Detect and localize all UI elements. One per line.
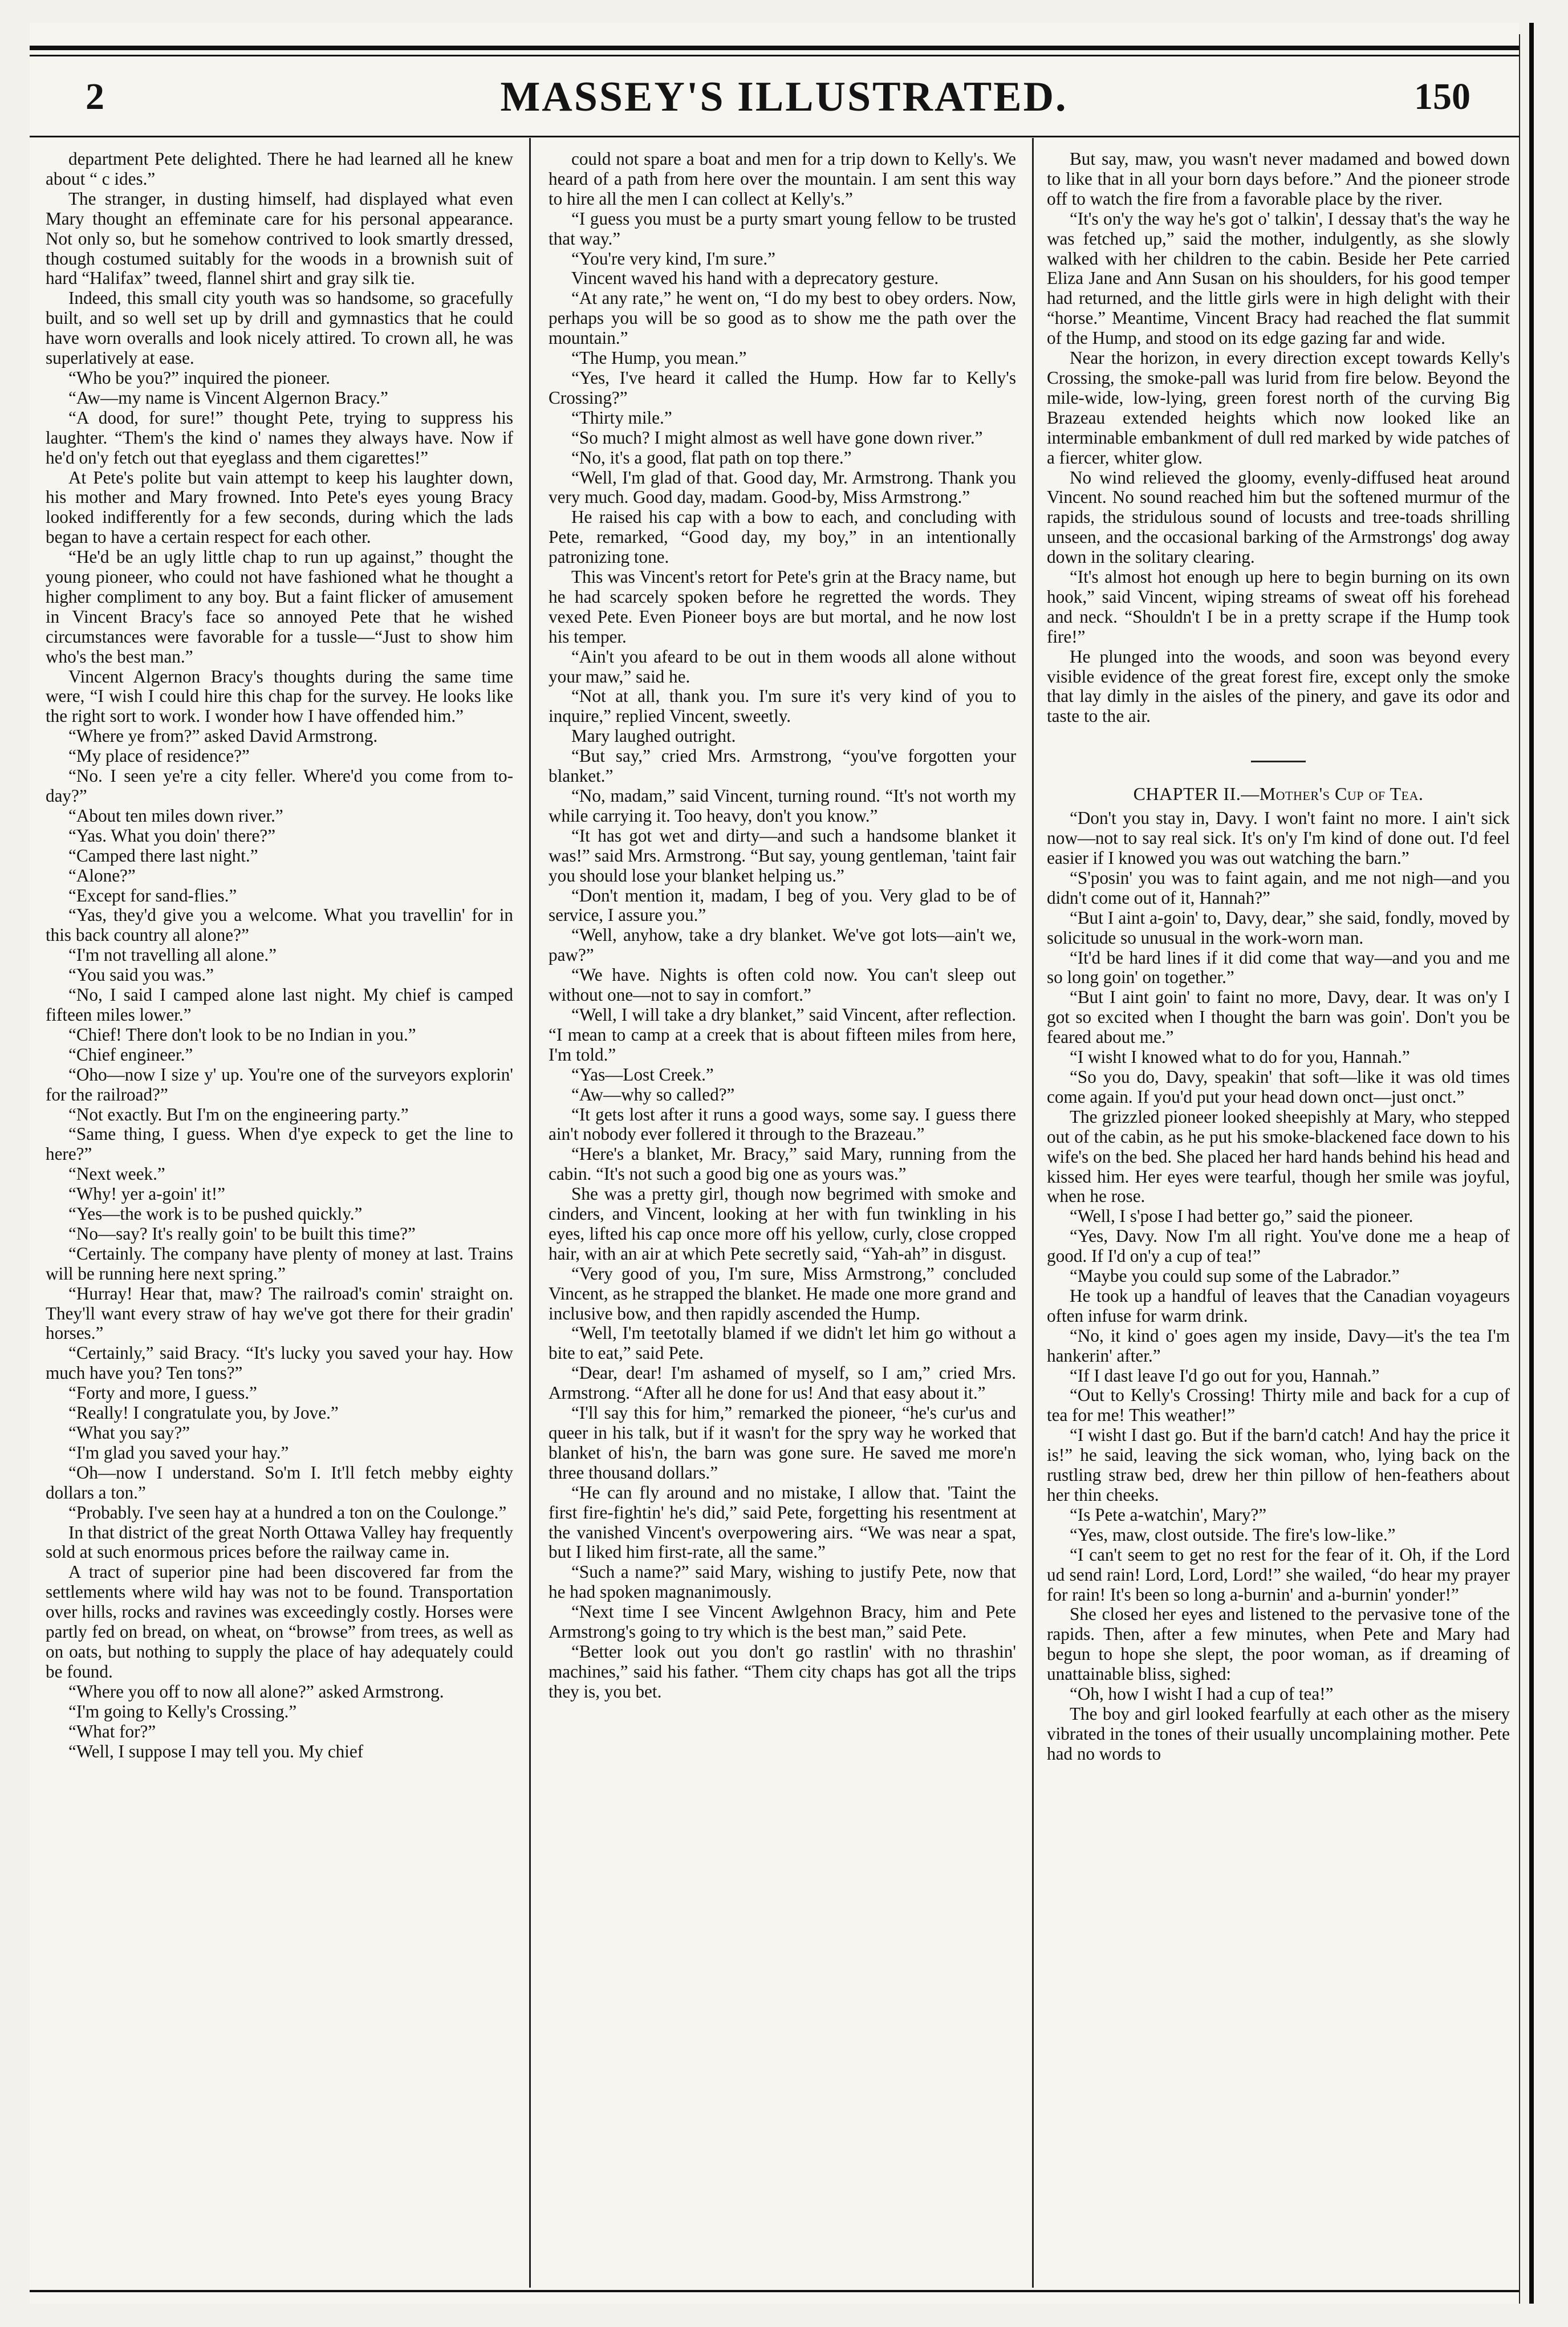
paragraph: “Maybe you could sup some of the Labrador.” bbox=[1070, 1266, 1400, 1286]
paragraph: “Very good of you, I'm sure, Miss Armstrong,” concluded Vincent, as he strapped the blanket. He made one more grand and inclusive bow, and then rapidly ascended the Hump. bbox=[549, 1263, 1016, 1323]
paragraph: “Don't mention it, madam, I beg of you. Very glad to be of service, I assure you.” bbox=[549, 885, 1016, 925]
paragraph: “Why! yer a-goin' it!” bbox=[68, 1184, 225, 1204]
paragraph: Mary laughed outright. bbox=[571, 726, 736, 746]
paragraph: No wind relieved the gloomy, evenly-diffused heat around Vincent. No sound reached him but the softened murmur of the rapids, the stridulous sound of locusts and tree-toads shrilling unseen, and the occasional barking of the Armstrongs' dog away down in the solitary clearing. bbox=[1047, 467, 1510, 567]
paragraph: “Alone?” bbox=[68, 865, 136, 886]
page-edge-bar bbox=[1529, 23, 1534, 2304]
paragraph: But say, maw, you wasn't never madamed and bowed down to like that in all your born days before.” And the pioneer strode off to watch the fire from a favorable place by the river. bbox=[1047, 149, 1510, 209]
paragraph: “Not exactly. But I'm on the engineering party.” bbox=[68, 1104, 409, 1124]
paragraph: “Yes, maw, clost outside. The fire's low-like.” bbox=[1070, 1524, 1396, 1545]
paragraph: “But I aint goin' to faint no more, Davy, dear. It was on'y I got so excited when I thought the barn was goin'. Don't you be feared about me.” bbox=[1047, 987, 1510, 1047]
paragraph: “Where you off to now all alone?” asked Armstrong. bbox=[68, 1681, 444, 1701]
paragraph: “A dood, for sure!” thought Pete, trying to suppress his laughter. “Them's the kind o' names they always have. Now if he'd on'y fetch out that eyeglass and them cigarettes!” bbox=[46, 407, 513, 468]
paragraph: He plunged into the woods, and soon was beyond every visible evidence of the great forest fire, except only the smoke that lay dimly in the aisles of the pinery, and gave its odor and taste to the air. bbox=[1047, 646, 1510, 726]
paragraph: “Same thing, I guess. When d'ye expeck to get the line to here?” bbox=[46, 1124, 513, 1164]
paragraph: “Yes, Davy. Now I'm all right. You've done me a heap of good. If I'd on'y a cup of tea!” bbox=[1047, 1226, 1510, 1266]
paragraph: “But I aint a-goin' to, Davy, dear,” she said, fondly, moved by solicitude so unusual in the work-worn man. bbox=[1047, 907, 1510, 948]
paragraph: “We have. Nights is often cold now. You can't sleep out without one—not to say in comfort.” bbox=[549, 965, 1016, 1005]
paragraph: “Yas, they'd give you a welcome. What you travellin' for in this back country all alone?” bbox=[46, 905, 513, 945]
paragraph: “No, it's a good, flat path on top there.” bbox=[571, 447, 852, 468]
paragraph: “Well, I will take a dry blanket,” said Vincent, after reflection. “I mean to camp at a creek that is about fifteen miles from here, I'm told.” bbox=[549, 1004, 1016, 1065]
paragraph: “If I dast leave I'd go out for you, Hannah.” bbox=[1070, 1365, 1380, 1386]
header-bottom-rule bbox=[30, 136, 1519, 137]
page-edge-line bbox=[1519, 34, 1520, 2304]
paragraph: “No. I seen ye're a city feller. Where'd you come from to-day?” bbox=[46, 766, 513, 806]
paragraph: “You're very kind, I'm sure.” bbox=[571, 248, 775, 269]
paragraph: Vincent waved his hand with a deprecatory gesture. bbox=[571, 268, 939, 289]
paragraph: “Chief engineer.” bbox=[68, 1044, 193, 1065]
paragraph: “Well, I suppose I may tell you. My chief bbox=[68, 1741, 364, 1761]
paragraph: “Hurray! Hear that, maw? The railroad's comin' straight on. They'll want every straw of hay we've got there for their gradin' horses.” bbox=[46, 1283, 513, 1343]
page-bottom-rule bbox=[30, 2290, 1519, 2292]
paragraph: He took up a handful of leaves that the Canadian voyageurs often infuse for warm drink. bbox=[1047, 1285, 1510, 1326]
paragraph: “It's almost hot enough up here to begin burning on its own hook,” said Vincent, wiping streams of sweat off his forehead and neck. “Shouldn't I be in a pretty scrape if the Hump took fire!” bbox=[1047, 567, 1510, 647]
paragraph: The boy and girl looked fearfully at each other as the misery vibrated in the tones of their usually uncomplaining mother. Pete had no words to bbox=[1047, 1703, 1510, 1764]
chapter-heading bbox=[1047, 784, 1510, 804]
paragraph: This was Vincent's retort for Pete's grin at the Bracy name, but he had scarcely spoken before he regretted the words. They vexed Pete. Even Pioneer boys are but mortal, and he now lost his temper. bbox=[549, 567, 1016, 647]
chapter-separator-rule bbox=[1251, 761, 1306, 762]
column-divider bbox=[1032, 138, 1034, 2288]
paragraph: “So you do, Davy, speakin' that soft—like it was old times come again. If you'd put your head down onct—just onct.” bbox=[1047, 1066, 1510, 1107]
paragraph: “Certainly. The company have plenty of money at last. Trains will be running here next spring.” bbox=[46, 1243, 513, 1284]
header-top-thin-rule bbox=[30, 55, 1519, 56]
paragraph: “It'd be hard lines if it did come that way—and you and me so long goin' on together.” bbox=[1047, 947, 1510, 988]
paragraph: “It's on'y the way he's got o' talkin', I dessay that's the way he was fetched up,” said the mother, indulgently, as she slowly walked with her children to the cabin. Beside her Pete carried Eliza Jane and Ann Susan on his shoulders, for his good temper had returned, and the little girls were in high delight with their “horse.” Meantime, Vincent Bracy had reached the flat summit of the Hump, and stood on its edge gazing far and wide. bbox=[1047, 208, 1510, 348]
paragraph: “Camped there last night.” bbox=[68, 845, 258, 866]
paragraph: “Out to Kelly's Crossing! Thirty mile and back for a cup of tea for me! This weather!” bbox=[1047, 1385, 1510, 1426]
paragraph: “Yas. What you doin' there?” bbox=[68, 825, 276, 846]
paragraph: “Well, I'm teetotally blamed if we didn't let him go without a bite to eat,” said Pete. bbox=[549, 1323, 1016, 1363]
paragraph: “Forty and more, I guess.” bbox=[68, 1383, 257, 1403]
paragraph: “Probably. I've seen hay at a hundred a ton on the Coulonge.” bbox=[68, 1502, 507, 1522]
paragraph: “So much? I might almost as well have gone down river.” bbox=[571, 427, 983, 448]
paragraph: “Chief! There don't look to be no Indian in you.” bbox=[68, 1024, 416, 1045]
paragraph: “No—say? It's really goin' to be built this time?” bbox=[68, 1223, 416, 1244]
paragraph: She was a pretty girl, though now begrimed with smoke and cinders, and Vincent, looking at her with fun twinkling in his eyes, lifted his cap once more off his yellow, curly, close cropped hair, with an air at which Pete secretly said, “Yah-ah” in disgust. bbox=[549, 1184, 1016, 1264]
paragraph: She closed her eyes and listened to the pervasive tone of the rapids. Then, after a few minutes, when Pete and Mary had begun to hope she slept, the poor woman, as if dreaming of unattainable bliss, sighed: bbox=[1047, 1604, 1510, 1684]
paragraph: “Oh, how I wisht I had a cup of tea!” bbox=[1070, 1684, 1334, 1704]
paragraph: “Dear, dear! I'm ashamed of myself, so I am,” cried Mrs. Armstrong. “After all he done for us! And that easy about it.” bbox=[549, 1363, 1016, 1403]
paragraph: The stranger, in dusting himself, had displayed what even Mary thought an effeminate care for his personal appearance. Not only so, but he somehow contrived to look smartly dressed, though costumed suitably for the woods in a brownish suit of hard “Halifax” tweed, flannel shirt and gray silk tie. bbox=[46, 188, 513, 289]
page-number-left: 2 bbox=[86, 76, 104, 117]
paragraph: “Not at all, thank you. I'm sure it's very kind of you to inquire,” replied Vincent, sweetly. bbox=[549, 686, 1016, 726]
paragraph: “I guess you must be a purty smart young fellow to be trusted that way.” bbox=[549, 208, 1016, 249]
paragraph: “Ain't you afeard to be out in them woods all alone without your maw,” said he. bbox=[549, 646, 1016, 687]
text-column-1 bbox=[46, 149, 513, 2282]
paragraph: Near the horizon, in every direction except towards Kelly's Crossing, the smoke-pall was lurid from fire below. Beyond the mile-wide, low-lying, green forest north of the curving Big Brazeau extended heights which now looked like an interminable embankment of dull red marked by wide patches of a fiercer, whiter glow. bbox=[1047, 348, 1510, 468]
paragraph: “He can fly around and no mistake, I allow that. 'Taint the first fire-fightin' he's did,” said Pete, forgetting his resentment at the vanished Vincent's overpowering airs. “We was near a spat, but I liked him first-rate, all the same.” bbox=[549, 1482, 1016, 1562]
chapter-title: Mother's Cup of Tea. bbox=[1259, 783, 1424, 805]
paragraph: “Yes—the work is to be pushed quickly.” bbox=[68, 1204, 363, 1224]
paragraph: “I wisht I dast go. But if the barn'd catch! And hay the price it is!” he said, leaving the sick woman, who, lying back on the rustling straw bed, drew her thin pillow of hen-feathers about her thin cheeks. bbox=[1047, 1425, 1510, 1505]
column-3-before-chapter bbox=[1047, 149, 1510, 726]
paragraph: “I'll say this for him,” remarked the pioneer, “he's cur'us and queer in his talk, but if it wasn't for the spry way he worked that blanket of his'n, the barn was gone sure. He saved me more'n three thousand dollars.” bbox=[549, 1403, 1016, 1483]
paragraph: department Pete delighted. There he had learned all he knew about “ c ides.” bbox=[46, 149, 513, 189]
paragraph: “I can't seem to get no rest for the fear of it. Oh, if the Lord ud send rain! Lord, Lord, Lord!” she wailed, “do hear my prayer for rain! It's been so long a-burnin' and a-burnin' yonder!” bbox=[1047, 1544, 1510, 1605]
paragraph: “Well, I'm glad of that. Good day, Mr. Armstrong. Thank you very much. Good day, madam. Good-by, Miss Armstrong.” bbox=[549, 467, 1016, 507]
page-number-right: 150 bbox=[1414, 76, 1470, 117]
paragraph: “Don't you stay in, Davy. I won't faint no more. I ain't sick now—not to say real sick. It's on'y I'm kind of done out. I'd feel easier if I knowed you was out watching the barn.” bbox=[1047, 808, 1510, 868]
paragraph: In that district of the great North Ottawa Valley hay frequently sold at such enormous prices before the railway came in. bbox=[46, 1522, 513, 1562]
paragraph: “Yas—Lost Creek.” bbox=[571, 1064, 714, 1085]
paragraph: “What you say?” bbox=[68, 1423, 190, 1443]
paragraph: “No, madam,” said Vincent, turning round. “It's not worth my while carrying it. Too heavy, don't you know.” bbox=[549, 786, 1016, 826]
paragraph: “No, it kind o' goes agen my inside, Davy—it's the tea I'm hankerin' after.” bbox=[1047, 1325, 1510, 1366]
paragraph: “Oh—now I understand. So'm I. It'll fetch mebby eighty dollars a ton.” bbox=[46, 1462, 513, 1502]
paragraph: “Yes, I've heard it called the Hump. How far to Kelly's Crossing?” bbox=[549, 367, 1016, 408]
paragraph: “Thirty mile.” bbox=[571, 407, 672, 428]
paragraph: “Next week.” bbox=[68, 1164, 165, 1184]
header-top-rule bbox=[30, 46, 1519, 50]
paragraph: “I'm going to Kelly's Crossing.” bbox=[68, 1701, 297, 1721]
paragraph: “Except for sand-flies.” bbox=[68, 885, 237, 905]
paragraph: “I'm glad you saved your hay.” bbox=[68, 1442, 289, 1463]
paragraph: “Really! I congratulate you, by Jove.” bbox=[68, 1403, 339, 1423]
text-column-2 bbox=[549, 149, 1016, 2282]
paragraph: “But say,” cried Mrs. Armstrong, “you've forgotten your blanket.” bbox=[549, 746, 1016, 786]
paragraph: “Is Pete a-watchin', Mary?” bbox=[1070, 1504, 1267, 1525]
paragraph: “Oho—now I size y' up. You're one of the surveyors explorin' for the railroad?” bbox=[46, 1064, 513, 1104]
paragraph: “He'd be an ugly little chap to run up against,” thought the young pioneer, who could not have fashioned what he thought a higher compliment to any boy. But a faint flicker of amusement in Vincent Bracy's face so annoyed Pete that he wished circumstances were favorable for a tussle—“Just to show him who's the best man.” bbox=[46, 547, 513, 667]
paragraph: “I'm not travelling all alone.” bbox=[68, 945, 277, 965]
paragraph: “Well, I s'pose I had better go,” said the pioneer. bbox=[1070, 1206, 1413, 1227]
paragraph: He raised his cap with a bow to each, and concluding with Pete, remarked, “Good day, my boy,” in an intentionally patronizing tone. bbox=[549, 507, 1016, 567]
paragraph: “Who be you?” inquired the pioneer. bbox=[68, 367, 330, 388]
paragraph: “What for?” bbox=[68, 1721, 156, 1741]
paragraph: “The Hump, you mean.” bbox=[571, 348, 747, 368]
text-column-3 bbox=[1047, 149, 1510, 2282]
paragraph: “About ten miles down river.” bbox=[68, 805, 283, 826]
column-3-after-chapter bbox=[1047, 809, 1510, 1764]
paragraph: “At any rate,” he went on, “I do my best to obey orders. Now, perhaps you will be so good as to show me the path over the mountain.” bbox=[549, 288, 1016, 348]
paragraph: “Aw—my name is Vincent Algernon Bracy.” bbox=[68, 387, 388, 408]
chapter-number: CHAPTER II.— bbox=[1133, 783, 1260, 805]
paragraph: “Next time I see Vincent Awlgehnon Bracy, him and Pete Armstrong's going to try which is the best man,” said Pete. bbox=[549, 1602, 1016, 1642]
paragraph: “S'posin' you was to faint again, and me not nigh—and you didn't come out of it, Hannah?” bbox=[1047, 867, 1510, 908]
paragraph: The grizzled pioneer looked sheepishly at Mary, who stepped out of the cabin, as he put his smoke-blackened face down to his wife's on the bed. She placed her hard hands behind his head and kissed him. Her eyes were tearful, though her smile was joyful, when he rose. bbox=[1047, 1106, 1510, 1207]
paragraph: “Where ye from?” asked David Armstrong. bbox=[68, 726, 378, 746]
paragraph: “Certainly,” said Bracy. “It's lucky you saved your hay. How much have you? Ten tons?” bbox=[46, 1343, 513, 1383]
paragraph: “Better look out you don't go rastlin' with no thrashin' machines,” said his father. “Them city chaps has got all the trips they is, you bet. bbox=[549, 1641, 1016, 1701]
paragraph: “My place of residence?” bbox=[68, 746, 250, 766]
paragraph: “Aw—why so called?” bbox=[571, 1084, 735, 1104]
paragraph: could not spare a boat and men for a trip down to Kelly's. We heard of a path from here over the mountain. I am sent this way to hire all the men I can collect at Kelly's.” bbox=[549, 149, 1016, 209]
paragraph: Vincent Algernon Bracy's thoughts during the same time were, “I wish I could hire this chap for the survey. He looks like the right sort to work. I wonder how I have offended him.” bbox=[46, 666, 513, 726]
paragraph: “Such a name?” said Mary, wishing to justify Pete, now that he had spoken magnanimously. bbox=[549, 1562, 1016, 1602]
paragraph: “It gets lost after it runs a good ways, some say. I guess there ain't nobody ever follered it through to the Brazeau.” bbox=[549, 1104, 1016, 1144]
paragraph: A tract of superior pine had been discovered far from the settlements where wild hay was not to be found. Transportation over hills, rocks and ravines was exceedingly costly. Horses were partly fed on bread, on wheat, on “browse” from trees, as well as on oats, but nothing to supply the place of hay adequately could be found. bbox=[46, 1562, 513, 1682]
paragraph: “Here's a blanket, Mr. Bracy,” said Mary, running from the cabin. “It's not such a good big one as yours was.” bbox=[549, 1144, 1016, 1184]
masthead-title: MASSEY'S ILLUSTRATED. bbox=[500, 73, 1068, 120]
paragraph: “I wisht I knowed what to do for you, Hannah.” bbox=[1070, 1047, 1410, 1067]
paragraph: “You said you was.” bbox=[68, 965, 214, 985]
paragraph: Indeed, this small city youth was so handsome, so gracefully built, and so well set up by drill and gymnastics that he could have worn overalls and look nicely attired. To crown all, he was superlatively at ease. bbox=[46, 288, 513, 368]
paragraph: “It has got wet and dirty—and such a handsome blanket it was!” said Mrs. Armstrong. “But say, young gentleman, 'taint fair you should lose your blanket helping us.” bbox=[549, 825, 1016, 886]
column-divider bbox=[529, 138, 531, 2288]
paragraph: At Pete's polite but vain attempt to keep his laughter down, his mother and Mary frowned. Into Pete's eyes young Bracy looked indifferently for a few seconds, during which the lads began to have a certain respect for each other. bbox=[46, 467, 513, 547]
paragraph: “Well, anyhow, take a dry blanket. We've got lots—ain't we, paw?” bbox=[549, 925, 1016, 965]
paragraph: “No, I said I camped alone last night. My chief is camped fifteen miles lower.” bbox=[46, 985, 513, 1025]
